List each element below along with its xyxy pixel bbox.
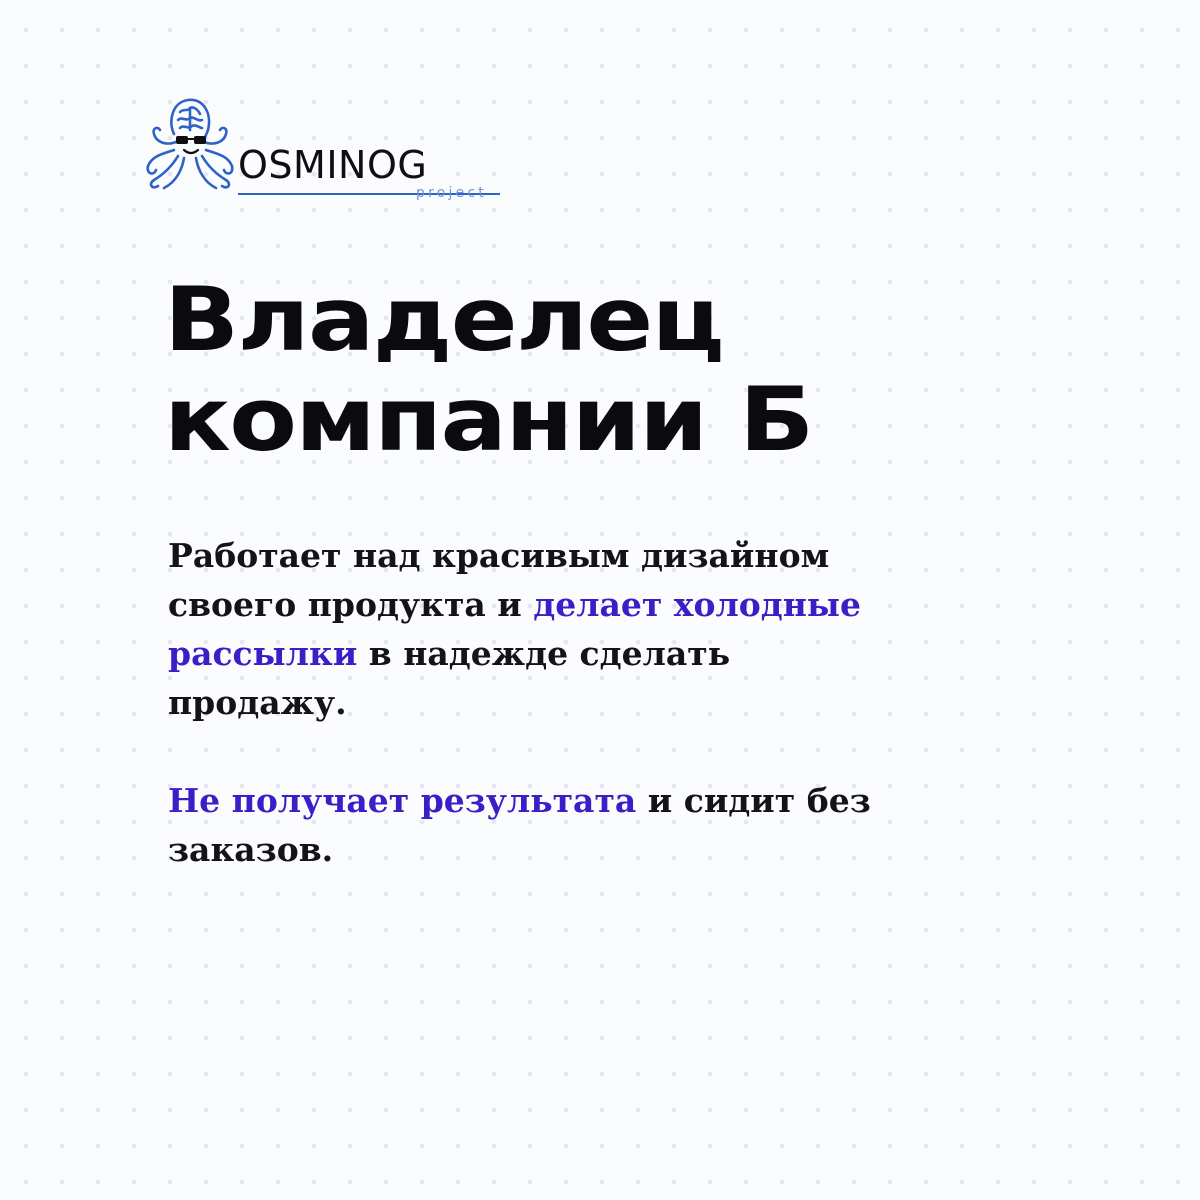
logo-subtitle: project: [416, 185, 487, 201]
octopus-logo-icon: [144, 96, 240, 208]
paragraph-2: [168, 776, 888, 874]
headline-line-1: Владелец: [164, 268, 723, 371]
brand-logo: [144, 96, 487, 211]
logo-wordmark: OSMINOG: [238, 143, 428, 187]
paragraph-1-line-3: в надежде сделать: [357, 634, 731, 673]
paragraph-2-line-2: заказов.: [168, 830, 334, 869]
paragraph-1: [168, 531, 888, 727]
paragraph-1-line-1: Работает над красивым дизайном: [168, 536, 830, 575]
highlight-no-result: Не получает результата: [168, 781, 637, 820]
paragraph-1-line-2: своего продукта и: [168, 585, 534, 624]
headline: [164, 270, 813, 470]
highlight-cold-outreach: делает холодные: [533, 585, 861, 624]
paragraph-1-line-4: продажу.: [168, 683, 347, 722]
headline-line-2: компании Б: [164, 368, 813, 471]
highlight-mailings: рассылки: [168, 634, 358, 673]
paragraph-2-line-1: и сидит без: [636, 781, 871, 820]
body-text: [168, 531, 888, 874]
